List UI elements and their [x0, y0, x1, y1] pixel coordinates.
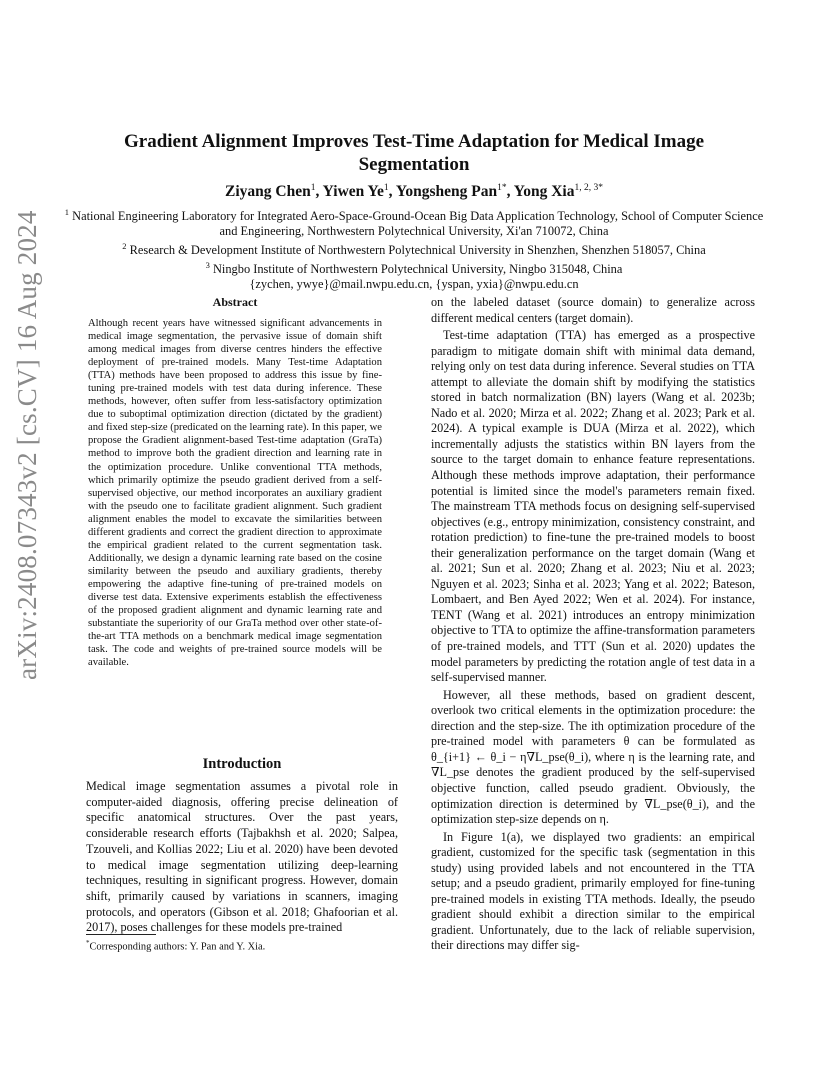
affiliation-text: National Engineering Laboratory for Integrated Aero-Space-Ground-Ocean Big Data Application Technology, School of Computer Science and Engineering, Northwestern Polytechnical University, Xi'an 710072, China [72, 209, 764, 239]
body-paragraph: However, all these methods, based on gradient descent, overlook two critical elements in the optimization procedure: the direction and the step-size. The ith optimization procedure of the pre-trained model with parameters θ can be formulated as θ_{i+1} ← θ_i − η∇L_pse(θ_i), where η is the learning rate, and ∇L_pse denotes the gradient produced by the self-supervised objective function, called pseudo gradient. Obviously, the optimization direction is determined by ∇L_pse(θ_i), and the optimization step-size depends on η. [431, 687, 755, 827]
body-paragraph: In Figure 1(a), we displayed two gradients: an empirical gradient, customized for the specific task (segmentation in this study) using provided labels and not encountered in the TTA setup; and a pseudo gradient, primarily employed for fine-tuning pre-trained models in existing TTA methods. Ideally, the pseudo gradient should exhibit a direction similar to the empirical gradient. Unfortunately, due to the lack of reliable supervision, their directions may differ sig- [431, 829, 755, 953]
author-mark: 1 [383, 183, 389, 193]
body-paragraph: Test-time adaptation (TTA) has emerged as a prospective paradigm to mitigate domain shift with minimal data demand, relying only on test data during inference. Several studies on TTA attempt to alleviate the domain shift by modifying the statistics stored in batch normalization (BN) layers (Wang et al. 2023b; Nado et al. 2020; Mirza et al. 2022; Zhang et al. 2023; Park et al. 2024). A typical example is DUA (Mirza et al. 2022), which incrementally adjusts the statistics within BN layers from the source to the target domain to enhance feature representations. Although these methods improve adaptation, their performance potential is limited since the model's parameters remain fixed. The mainstream TTA methods focus on designing self-supervised objectives (e.g., entropy minimization, consistency constraint, and rotation prediction) to fine-tune the pre-trained models to boost their generalization performance on the target domain (Wang et al. 2021; Sun et al. 2020; Zhang et al. 2023; Niu et al. 2023; Nguyen et al. 2023; Sinha et al. 2023; Yang et al. 2022; Bateson, Lombaert, and Ben Ayed 2022; Wen et al. 2024). For instance, TENT (Wang et al. 2021) introduces an entropy minimization objective to TTA to optimize the affine-transformation parameters of pre-trained models, and TTT (Sun et al. 2020) updates the model parameters by predicting the rotation angle of test data in a self-supervised manner. [431, 328, 755, 685]
affiliation [60, 239, 768, 258]
author-mark: 1 [310, 183, 316, 193]
author-name: Yongsheng Pan [395, 183, 498, 201]
abstract-heading: Abstract [212, 295, 258, 309]
affiliation-mark: 1 [64, 207, 70, 217]
author-mark: 1* [497, 183, 507, 193]
footnote-divider [86, 934, 156, 935]
footnote-mark: * [86, 939, 90, 947]
affiliation-mark: 3 [205, 260, 210, 271]
author-name: Ziyang Chen [224, 183, 311, 201]
author-emails: {zychen, ywye}@mail.nwpu.edu.cn, {yspan, yxia}@nwpu.edu.cn [249, 277, 579, 292]
author-mark: 1, 2, 3* [574, 183, 603, 193]
introduction-paragraph: Medical image segmentation assumes a pivotal role in computer-aided diagnosis, offering precise delineation of specific anatomical structures. Over the past years, considerable research efforts (Tajbakhsh et al. 2020; Salpea, Tzouveli, and Kollias 2022; Liu et al. 2020) have been devoted to medical image segmentation utilizing deep-learning techniques, resulting in significant progress. However, domain shift, primarily caused by variations in scanners, imaging protocols, and operators (Gibson et al. 2018; Ghafoorian et al. 2017), poses challenges for these models pre-trained [86, 779, 398, 935]
paper-title: Gradient Alignment Improves Test-Time Adaptation for Medical Image Segmentation [123, 131, 705, 175]
author-name: Yiwen Ye [322, 183, 384, 201]
abstract-section [86, 295, 384, 669]
affiliation-mark: 2 [122, 241, 127, 252]
affiliations [60, 205, 768, 292]
footnote [86, 939, 265, 952]
body-paragraph: on the labeled dataset (source domain) to generalize across different medical centers (target domain). [431, 295, 755, 325]
right-column [431, 295, 755, 954]
abstract-text: Although recent years have witnessed significant advancements in medical image segmentation, the pervasive issue of domain shift among medical images from diverse centres hinders the effective deployment of pre-trained models. Many Test-time Adaptation (TTA) methods have been proposed to address this issue by fine-tuning pre-trained models with test data during inference. These methods, however, often suffer from less-satisfactory optimization due to suboptimal optimization direction (dictated by the gradient) and fixed step-size (predicated on the learning rate). In this paper, we propose the Gradient alignment-based Test-time adaptation (GraTa) method to improve both the gradient direction and learning rate in the optimization procedure. Unlike conventional TTA methods, which primarily optimize the pseudo gradient derived from a self-supervised objective, our method incorporates an auxiliary gradient with the pseudo one to facilitate gradient alignment. Such gradient alignment enables the model to excavate the similarities between different gradients and correct the gradient direction to approximate the empirical gradient related to the current segmentation task. Additionally, we design a dynamic learning rate based on the cosine similarity between the pseudo and auxiliary gradients, thereby empowering the adaptive fine-tuning of pre-trained models on diverse test data. Extensive experiments establish the effectiveness of the proposed gradient alignment and dynamic learning rate and substantiate the superiority of our GraTa method over other state-of-the-art TTA methods on a benchmark medical image segmentation task. The code and weights of pre-trained source models will be available. [88, 318, 382, 669]
footnote-text: Corresponding authors: Y. Pan and Y. Xia. [89, 941, 266, 953]
affiliation-text: Research & Development Institute of Northwestern Polytechnical University in Shenzhen, Shenzhen 518057, China [129, 243, 706, 258]
author-list: Ziyang Chen$^1$, Yiwen Ye$^1$, Yongsheng Pan$^{1*}$, Yong Xia$^{1, 2, 3*}$ [224, 183, 603, 201]
affiliation-text: Ningbo Institute of Northwestern Polytechnical University, Ningbo 315048, China [212, 262, 623, 277]
author-name: Yong Xia [513, 183, 575, 201]
affiliation [60, 258, 768, 277]
introduction-heading: Introduction [202, 756, 282, 772]
arxiv-identifier: arXiv:2408.07343v2 [cs.CV] 16 Aug 2024 [12, 210, 42, 680]
affiliation [60, 205, 768, 239]
